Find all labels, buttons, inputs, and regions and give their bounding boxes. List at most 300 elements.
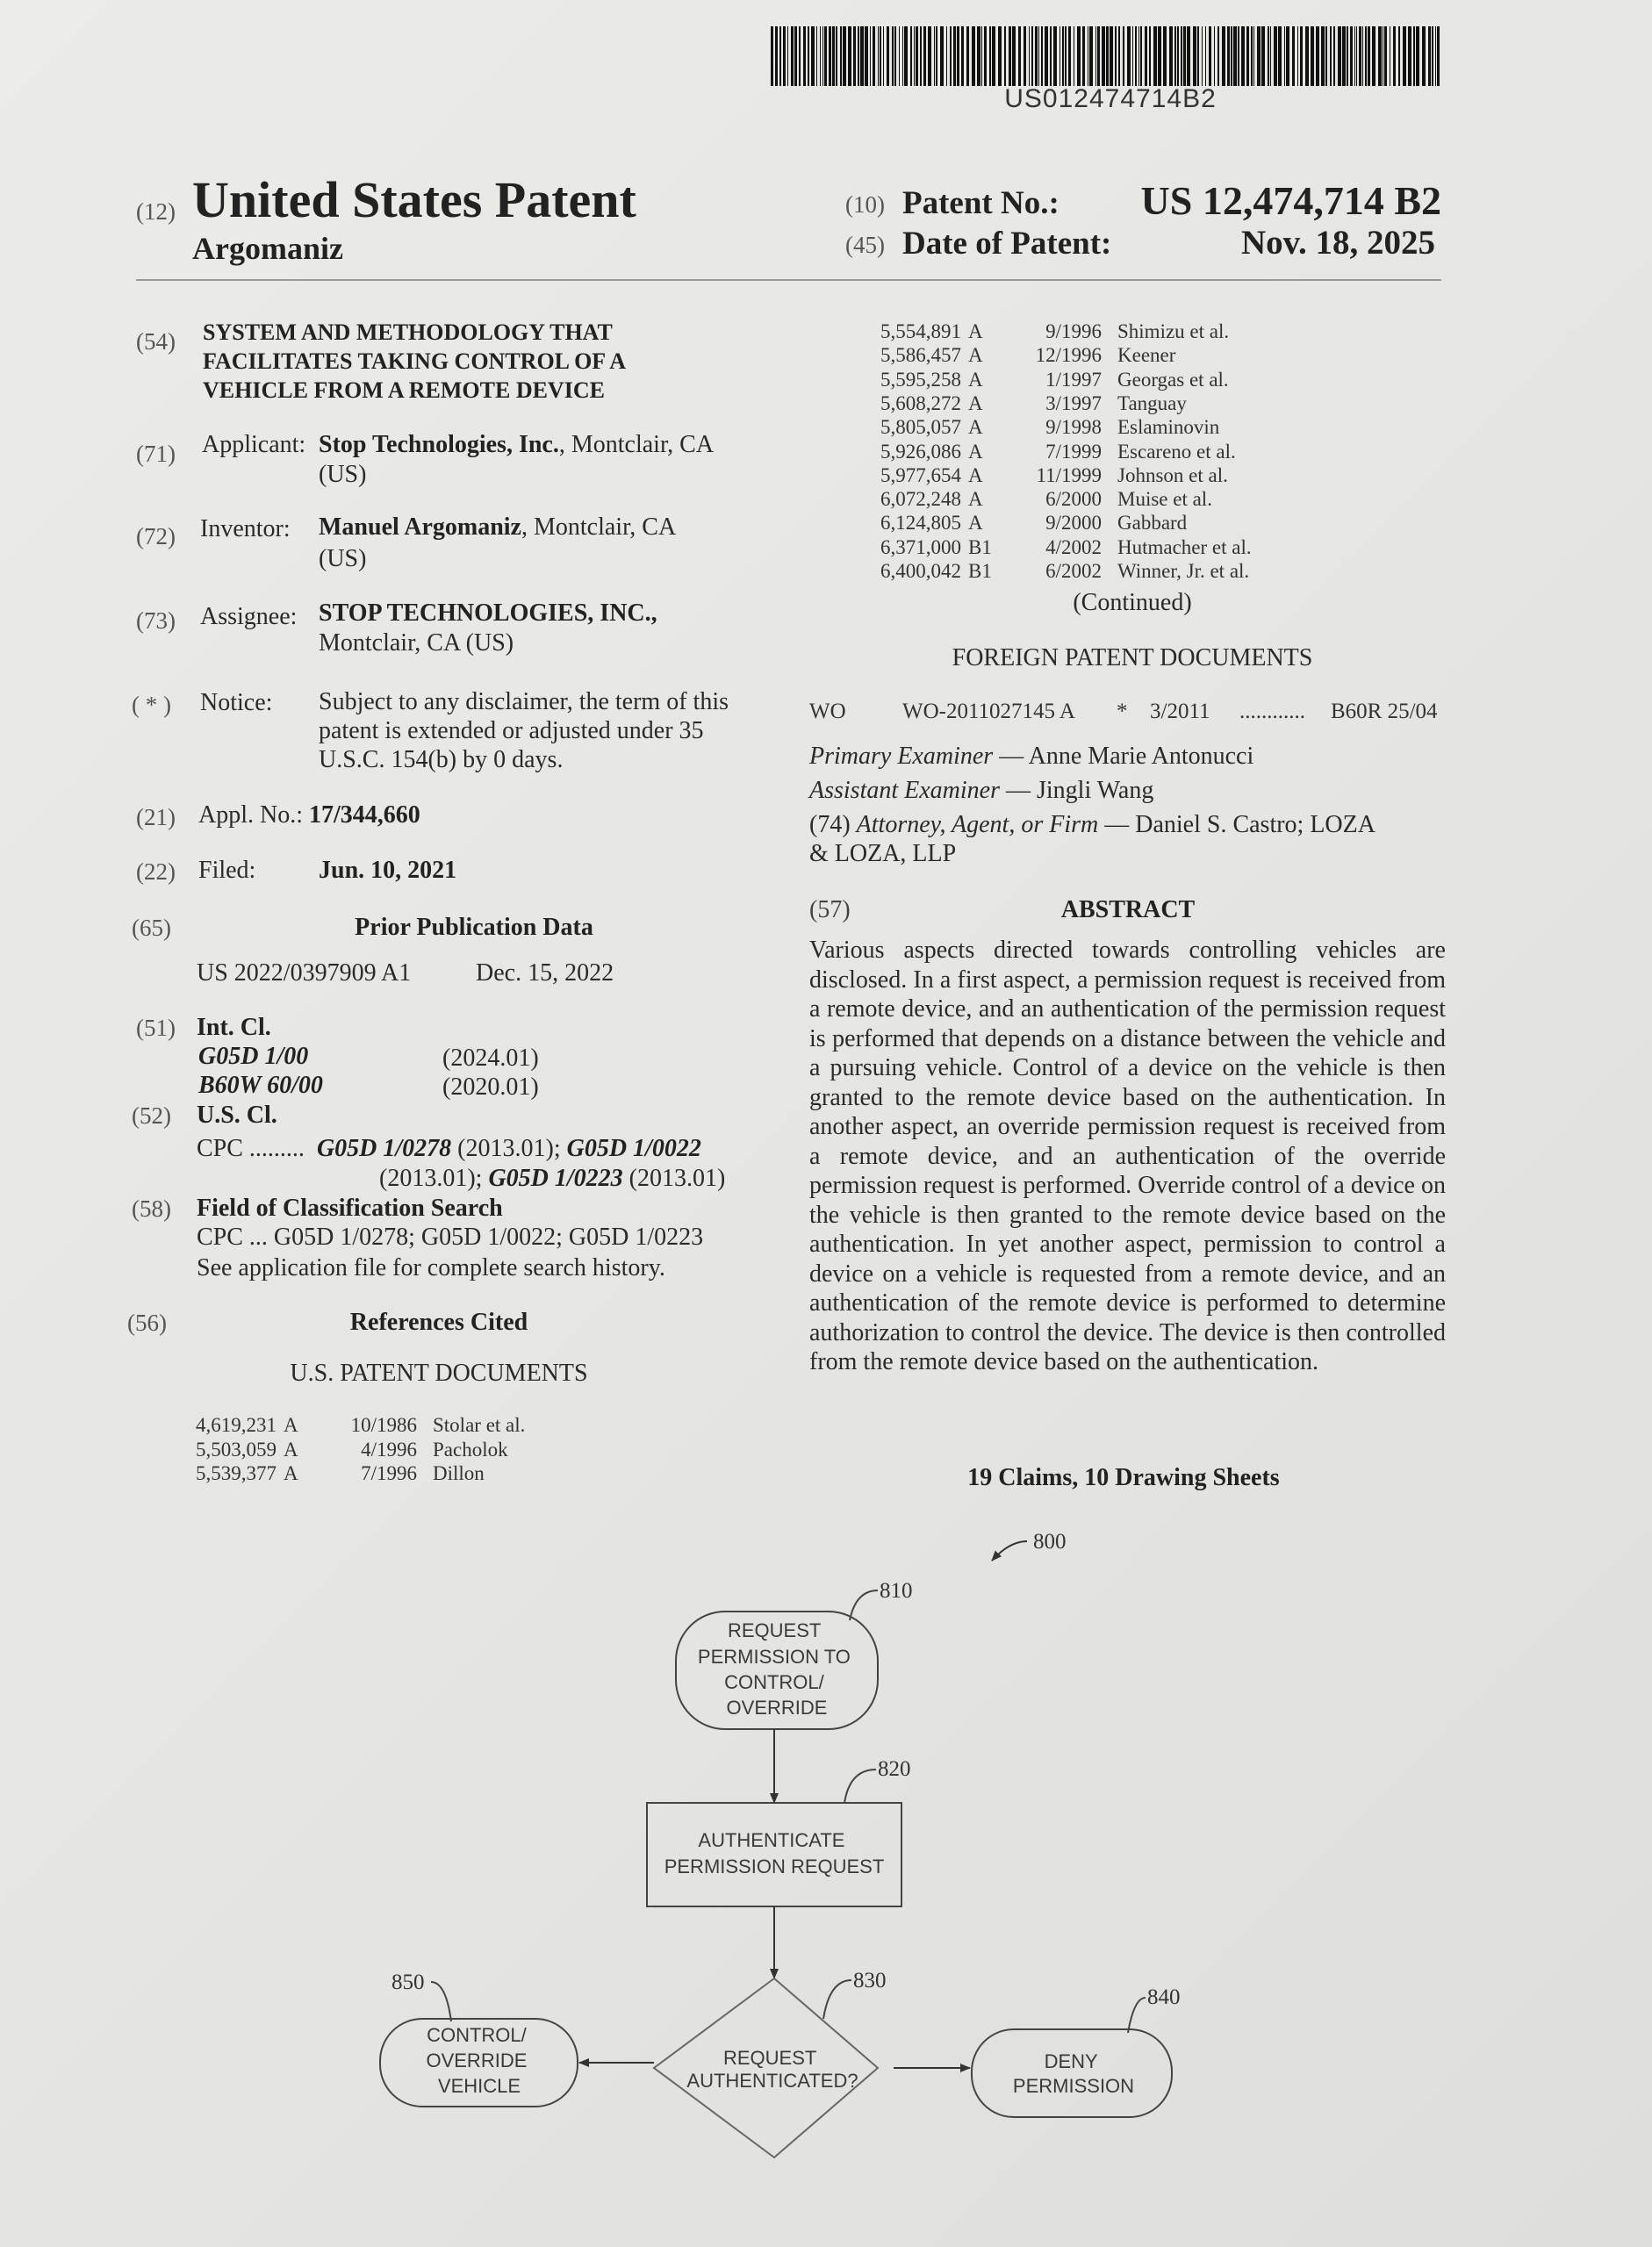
reference-kind: A <box>284 1462 298 1484</box>
barcode-bar <box>787 26 788 86</box>
foreign-star: * <box>1117 700 1128 723</box>
cpc-version: (2013.01); <box>379 1165 489 1192</box>
barcode-bar <box>1062 26 1064 86</box>
barcode-bar <box>1059 26 1060 86</box>
attorney-label: Attorney, Agent, or Firm <box>856 811 1099 838</box>
date-label: Date of Patent: <box>902 226 1112 262</box>
code-57: (57) <box>809 896 851 923</box>
node-810-line: PERMISSION TO <box>697 1646 851 1668</box>
barcode-bar <box>1041 26 1043 86</box>
node-810-leader <box>850 1590 878 1620</box>
node-820-leader <box>844 1770 876 1803</box>
barcode-bar <box>1153 26 1157 86</box>
barcode-bar <box>836 26 837 86</box>
primary-examiner-name: — Anne Marie Antonucci <box>993 743 1254 770</box>
barcode-bar <box>873 26 875 86</box>
reference-name: Gabbard <box>1117 512 1188 535</box>
node-830-leader <box>823 1980 851 2019</box>
reference-name: Eslaminovin <box>1117 416 1220 439</box>
reference-kind: A <box>968 368 983 391</box>
barcode-bar <box>1330 26 1332 86</box>
reference-number: 4,619,231 <box>196 1414 277 1436</box>
barcode-bar <box>1278 26 1282 86</box>
barcode <box>771 26 1440 86</box>
node-830-line: REQUEST <box>722 2047 816 2069</box>
barcode-bar <box>928 26 931 86</box>
foreign-date: 3/2011 <box>1150 700 1210 723</box>
application-number <box>198 800 420 829</box>
barcode-bar <box>894 26 896 86</box>
barcode-bar <box>1118 26 1120 86</box>
node-830-line: AUTHENTICATED? <box>686 2070 858 2092</box>
cpc-class: G05D 1/0278 <box>316 1135 452 1162</box>
reference-number: 6,371,000 <box>880 535 961 558</box>
reference-number: 5,539,377 <box>196 1462 277 1484</box>
cpc-class: G05D 1/0022 <box>566 1135 701 1162</box>
reference-number: 6,072,248 <box>880 488 961 511</box>
reference-kind: A <box>284 1438 298 1461</box>
barcode-bar <box>848 26 851 86</box>
reference-name: Tanguay <box>1117 391 1187 414</box>
code-54: (54) <box>136 328 176 355</box>
filed-label: Filed: <box>198 857 256 884</box>
reference-name: Dillon <box>433 1462 485 1484</box>
barcode-bar <box>1300 26 1303 86</box>
reference-number: 5,608,272 <box>880 391 961 414</box>
barcode-bar <box>1284 26 1285 86</box>
notice-line: patent is extended or adjusted under 35 <box>319 717 704 744</box>
node-820-line: PERMISSION REQUEST <box>664 1856 885 1877</box>
barcode-bar <box>940 26 944 86</box>
reference-kind: B1 <box>968 535 992 558</box>
barcode-bar <box>934 26 935 86</box>
barcode-bar <box>1416 26 1419 86</box>
reference-date: 9/1998 <box>1045 416 1102 439</box>
barcode-bar <box>1413 26 1415 86</box>
reference-row <box>865 415 1356 439</box>
patent-no-label: Patent No.: <box>902 185 1059 221</box>
barcode-bar <box>1012 26 1016 86</box>
reference-row <box>180 1413 672 1437</box>
applicant-name: Stop Technologies, Inc. <box>319 431 559 458</box>
reference-name: Keener <box>1117 344 1176 367</box>
notice-text <box>319 687 729 774</box>
references-heading: References Cited <box>349 1309 528 1336</box>
barcode-bar <box>799 26 801 86</box>
code-52: (52) <box>132 1102 171 1129</box>
header-rule <box>136 279 1441 281</box>
barcode-bar <box>1214 26 1215 86</box>
node-850-ref: 850 <box>391 1971 425 1994</box>
document-type: United States Patent <box>192 171 636 228</box>
reference-row <box>865 391 1356 415</box>
barcode-bar <box>816 26 817 86</box>
barcode-bar <box>1089 26 1093 86</box>
barcode-bar <box>1316 26 1319 86</box>
patent-number: US 12,474,714 B2 <box>1140 178 1441 223</box>
filed-date: Jun. 10, 2021 <box>319 857 457 884</box>
barcode-bar <box>899 26 900 86</box>
barcode-bar <box>1422 26 1426 86</box>
us-cl-cpc-cont <box>379 1164 725 1193</box>
node-820-ref: 820 <box>878 1757 911 1781</box>
barcode-bar <box>1038 26 1039 86</box>
prior-publication-number: US 2022/0397909 A1 <box>197 959 412 987</box>
barcode-bar <box>923 26 926 86</box>
barcode-bar <box>771 26 773 86</box>
barcode-bar <box>916 26 918 86</box>
us-cl-cpc <box>197 1134 701 1163</box>
node-820-text <box>664 1829 885 1877</box>
barcode-bar <box>808 26 809 86</box>
barcode-bar <box>1338 26 1341 86</box>
assignee-label: Assignee: <box>200 603 298 630</box>
barcode-bar <box>966 26 969 86</box>
barcode-bar <box>1029 26 1030 86</box>
claims-summary: 19 Claims, 10 Drawing Sheets <box>967 1464 1280 1491</box>
barcode-bar <box>803 26 806 86</box>
title-line: SYSTEM AND METHODOLOGY THAT <box>203 319 613 345</box>
reference-name: Muise et al. <box>1117 488 1212 511</box>
reference-kind: A <box>968 391 983 414</box>
reference-number: 5,503,059 <box>196 1438 277 1461</box>
barcode-bar <box>1024 26 1026 86</box>
continued-note: (Continued) <box>1073 589 1192 616</box>
reference-row <box>865 319 1356 343</box>
barcode-bar <box>1095 26 1096 86</box>
primary-examiner-label: Primary Examiner <box>809 743 994 770</box>
barcode-bar <box>1368 26 1370 86</box>
barcode-bar <box>1127 26 1131 86</box>
barcode-bar <box>1202 26 1203 86</box>
barcode-bar <box>1398 26 1400 86</box>
node-810-text <box>698 1619 856 1719</box>
barcode-bar <box>1106 26 1109 86</box>
barcode-bar <box>1372 26 1375 86</box>
barcode-bar <box>981 26 982 86</box>
reference-name: Georgas et al. <box>1117 368 1229 391</box>
barcode-bar <box>904 26 908 86</box>
barcode-bar <box>1132 26 1133 86</box>
barcode-bar <box>1138 26 1139 86</box>
barcode-bar <box>1311 26 1314 86</box>
fig-ref-arrow <box>992 1541 1027 1561</box>
barcode-bar <box>1068 26 1071 86</box>
barcode-bar <box>1018 26 1021 86</box>
barcode-bar <box>829 26 831 86</box>
attorney-name: — Daniel S. Castro; LOZA <box>1098 811 1375 838</box>
barcode-bar <box>1246 26 1249 86</box>
barcode-bar <box>1209 26 1211 86</box>
barcode-bar <box>783 26 786 86</box>
code-12: (12) <box>136 198 176 225</box>
barcode-bar <box>1045 26 1048 86</box>
code-45: (45) <box>845 232 885 258</box>
prior-publication-date: Dec. 15, 2022 <box>476 959 614 987</box>
reference-name: Stolar et al. <box>433 1414 526 1436</box>
barcode-bar <box>1115 26 1117 86</box>
barcode-bar <box>824 26 827 86</box>
barcode-bar <box>1222 26 1225 86</box>
reference-date: 6/2002 <box>1045 560 1102 582</box>
barcode-bar <box>961 26 964 86</box>
barcode-bar <box>992 26 995 86</box>
barcode-bar <box>1135 26 1137 86</box>
node-840-ref: 840 <box>1147 1985 1181 2009</box>
reference-kind: A <box>284 1414 298 1436</box>
code-notice: ( * ) <box>132 692 171 718</box>
foreign-class: B60R 25/04 <box>1331 700 1438 723</box>
applicant <box>319 430 714 459</box>
barcode-bar <box>1031 26 1033 86</box>
reference-row <box>865 343 1356 367</box>
int-cl-heading: Int. Cl. <box>197 1014 271 1041</box>
applicant-location: , Montclair, CA <box>558 431 715 458</box>
barcode-bar <box>1305 26 1309 86</box>
barcode-bar <box>794 26 797 86</box>
reference-name: Hutmacher et al. <box>1117 535 1252 558</box>
barcode-bar <box>1384 26 1387 86</box>
barcode-bar <box>1183 26 1186 86</box>
node-850-line: CONTROL/ <box>427 2024 527 2046</box>
appl-value: 17/344,660 <box>309 801 420 829</box>
barcode-bar <box>1035 26 1038 86</box>
us-cl-heading: U.S. Cl. <box>197 1102 277 1129</box>
barcode-bar <box>902 26 903 86</box>
node-810-line: CONTROL/ <box>724 1671 824 1693</box>
title-line: FACILITATES TAKING CONTROL OF A <box>203 348 627 374</box>
barcode-bar <box>1110 26 1113 86</box>
node-840-text <box>1013 2050 1134 2097</box>
barcode-bar <box>1177 26 1179 86</box>
barcode-bar <box>1149 26 1151 86</box>
barcode-bar <box>936 26 937 86</box>
cpc-version: (2013.01); <box>451 1135 567 1162</box>
reference-date: 7/1996 <box>361 1462 417 1484</box>
barcode-bar <box>858 26 859 86</box>
barcode-bar <box>1241 26 1245 86</box>
reference-row <box>865 440 1356 463</box>
title-line: VEHICLE FROM A REMOTE DEVICE <box>203 377 605 403</box>
reference-date: 9/1996 <box>1045 320 1102 342</box>
barcode-bar <box>1253 26 1254 86</box>
barcode-bar <box>1356 26 1357 86</box>
barcode-bar <box>1342 26 1346 86</box>
reference-row <box>865 559 1356 583</box>
int-cl-version: (2020.01) <box>442 1073 539 1101</box>
barcode-bar <box>984 26 987 86</box>
barcode-number: US012474714B2 <box>1004 84 1217 113</box>
reference-row <box>865 463 1356 487</box>
barcode-bar <box>953 26 956 86</box>
barcode-bar <box>1102 26 1105 86</box>
barcode-bar <box>1257 26 1261 86</box>
reference-date: 9/2000 <box>1045 512 1102 535</box>
barcode-bar <box>910 26 912 86</box>
reference-date: 1/1997 <box>1045 368 1102 391</box>
cpc-lead: CPC ......... <box>197 1135 305 1162</box>
barcode-bar <box>1432 26 1433 86</box>
inventor-short: Argomaniz <box>192 231 343 266</box>
reference-date: 6/2000 <box>1045 488 1102 511</box>
barcode-bar <box>880 26 881 86</box>
reference-date: 12/1996 <box>1035 344 1102 367</box>
barcode-bar <box>998 26 1002 86</box>
foreign-country: WO <box>809 700 846 723</box>
node-810-ref: 810 <box>880 1579 913 1603</box>
barcode-bar <box>1123 26 1124 86</box>
barcode-bar <box>1403 26 1406 86</box>
notice-line: Subject to any disclaimer, the term of this <box>319 688 729 715</box>
barcode-bar <box>1238 26 1239 86</box>
reference-number: 6,124,805 <box>880 512 961 535</box>
assistant-examiner <box>809 776 1153 805</box>
node-830-ref: 830 <box>853 1969 887 1992</box>
barcode-bar <box>1227 26 1230 86</box>
barcode-bar <box>1163 26 1167 86</box>
barcode-bar <box>1435 26 1436 86</box>
barcode-bar <box>1009 26 1011 86</box>
cpc-version: (2013.01) <box>622 1165 726 1192</box>
barcode-bar <box>1325 26 1327 86</box>
barcode-bar <box>989 26 991 86</box>
node-820-line: AUTHENTICATE <box>698 1829 845 1851</box>
barcode-bar <box>1408 26 1411 86</box>
barcode-bar <box>1359 26 1361 86</box>
int-cl-class: B60W 60/00 <box>198 1072 323 1099</box>
attorney <box>809 810 1375 839</box>
code-51: (51) <box>136 1015 176 1041</box>
reference-date: 4/1996 <box>361 1438 417 1461</box>
node-840-leader <box>1128 1998 1146 2033</box>
node-850-leader <box>431 1982 451 2021</box>
reference-number: 5,595,258 <box>880 368 961 391</box>
barcode-bar <box>1053 26 1057 86</box>
reference-row <box>865 487 1356 511</box>
barcode-bar <box>1297 26 1298 86</box>
inventor-country: (US) <box>319 545 367 572</box>
reference-number: 5,926,086 <box>880 440 961 463</box>
barcode-bar <box>870 26 871 86</box>
barcode-bar <box>887 26 889 86</box>
code-10: (10) <box>845 191 885 218</box>
barcode-bar <box>1251 26 1253 86</box>
node-820-shape <box>647 1803 901 1906</box>
assignee-name: STOP TECHNOLOGIES, INC., <box>319 599 657 627</box>
prior-publication-heading: Prior Publication Data <box>355 914 593 941</box>
barcode-bar <box>779 26 781 86</box>
inventor-label: Inventor: <box>200 515 291 542</box>
barcode-bar <box>1169 26 1173 86</box>
reference-name: Johnson et al. <box>1117 463 1228 486</box>
barcode-bar <box>1077 26 1081 86</box>
barcode-bar <box>1347 26 1348 86</box>
barcode-bar <box>920 26 922 86</box>
reference-row <box>180 1461 672 1485</box>
abstract-text: Various aspects directed towards controlling vehicles are disclosed. In a first aspect, a permission request is received from a remote device, and an authentication of the permission request is performed that depends on a distance between the vehicle and a pursuing vehicle. Control of a device on the vehicle is then granted to the remote device based on the authentication. In another aspect, an override permission request is received from a remote device, and an authentication of the override permission request is performed. Override control of a device on the vehicle is then granted to the remote device based on the authentication. In yet another aspect, permission to control a device on a vehicle is requested from a remote device, and an authentication of the remote device is performed to determine authorization to control the device. The device is then controlled from the remote device based on the authentication. <box>809 937 1446 1375</box>
barcode-bar <box>1193 26 1196 86</box>
field-search-heading: Field of Classification Search <box>197 1195 503 1222</box>
barcode-bar <box>811 26 815 86</box>
barcode-bar <box>1428 26 1431 86</box>
barcode-bar <box>1181 26 1182 86</box>
foreign-reference <box>809 700 846 724</box>
inventor-name: Manuel Argomaniz <box>319 513 521 541</box>
reference-row <box>180 1438 672 1461</box>
barcode-bar <box>1174 26 1176 86</box>
node-850-line: OVERRIDE <box>426 2050 528 2071</box>
barcode-bar <box>1158 26 1161 86</box>
foreign-patent-heading: FOREIGN PATENT DOCUMENTS <box>952 644 1313 671</box>
reference-name: Shimizu et al. <box>1117 320 1230 342</box>
barcode-bar <box>840 26 842 86</box>
reference-date: 4/2002 <box>1045 535 1102 558</box>
barcode-bar <box>1050 26 1052 86</box>
reference-name: Winner, Jr. et al. <box>1117 560 1250 582</box>
reference-number: 6,400,042 <box>880 560 961 582</box>
reference-kind: A <box>968 344 983 367</box>
barcode-bar <box>972 26 975 86</box>
reference-number: 5,805,057 <box>880 416 961 439</box>
barcode-bar <box>1378 26 1382 86</box>
barcode-bar <box>1270 26 1271 86</box>
notice-label: Notice: <box>200 689 273 716</box>
barcode-bar <box>1333 26 1335 86</box>
reference-date: 3/1997 <box>1045 391 1102 414</box>
reference-kind: B1 <box>968 560 992 582</box>
reference-date: 7/1999 <box>1045 440 1102 463</box>
reference-kind: A <box>968 320 983 342</box>
barcode-bar <box>1004 26 1006 86</box>
int-cl-version: (2024.01) <box>442 1045 539 1072</box>
notice-line: U.S.C. 154(b) by 0 days. <box>319 746 564 773</box>
fig-ref-800: 800 <box>1033 1530 1067 1554</box>
barcode-bar <box>957 26 959 86</box>
code-22: (22) <box>136 858 176 885</box>
barcode-bar <box>1145 26 1147 86</box>
barcode-bar <box>1217 26 1219 86</box>
reference-kind: A <box>968 512 983 535</box>
reference-row <box>865 535 1356 559</box>
barcode-bar <box>1140 26 1142 86</box>
appl-label: Appl. No.: <box>198 801 303 829</box>
barcode-bar <box>1292 26 1295 86</box>
code-56: (56) <box>127 1310 167 1336</box>
primary-examiner <box>809 742 1253 771</box>
reference-name: Pacholok <box>433 1438 508 1461</box>
reference-kind: A <box>968 488 983 511</box>
inventor-location: , Montclair, CA <box>521 513 677 541</box>
barcode-bar <box>914 26 915 86</box>
barcode-bar <box>1365 26 1367 86</box>
code-71: (71) <box>136 441 176 467</box>
barcode-bar <box>1274 26 1277 86</box>
reference-name: Escareno et al. <box>1117 440 1236 463</box>
barcode-bar <box>843 26 846 86</box>
assistant-examiner-label: Assistant Examiner <box>809 777 1000 804</box>
patent-date: Nov. 18, 2025 <box>1240 224 1435 262</box>
barcode-bar <box>865 26 868 86</box>
barcode-bar <box>1261 26 1265 86</box>
barcode-bar <box>1205 26 1206 86</box>
barcode-bar <box>1187 26 1190 86</box>
node-810-line: OVERRIDE <box>726 1697 828 1719</box>
barcode-bar <box>1231 26 1232 86</box>
applicant-label: Applicant: <box>202 431 306 458</box>
int-cl-class: G05D 1/00 <box>198 1043 309 1070</box>
barcode-bar <box>1321 26 1325 86</box>
node-840-line: PERMISSION <box>1012 2075 1135 2097</box>
